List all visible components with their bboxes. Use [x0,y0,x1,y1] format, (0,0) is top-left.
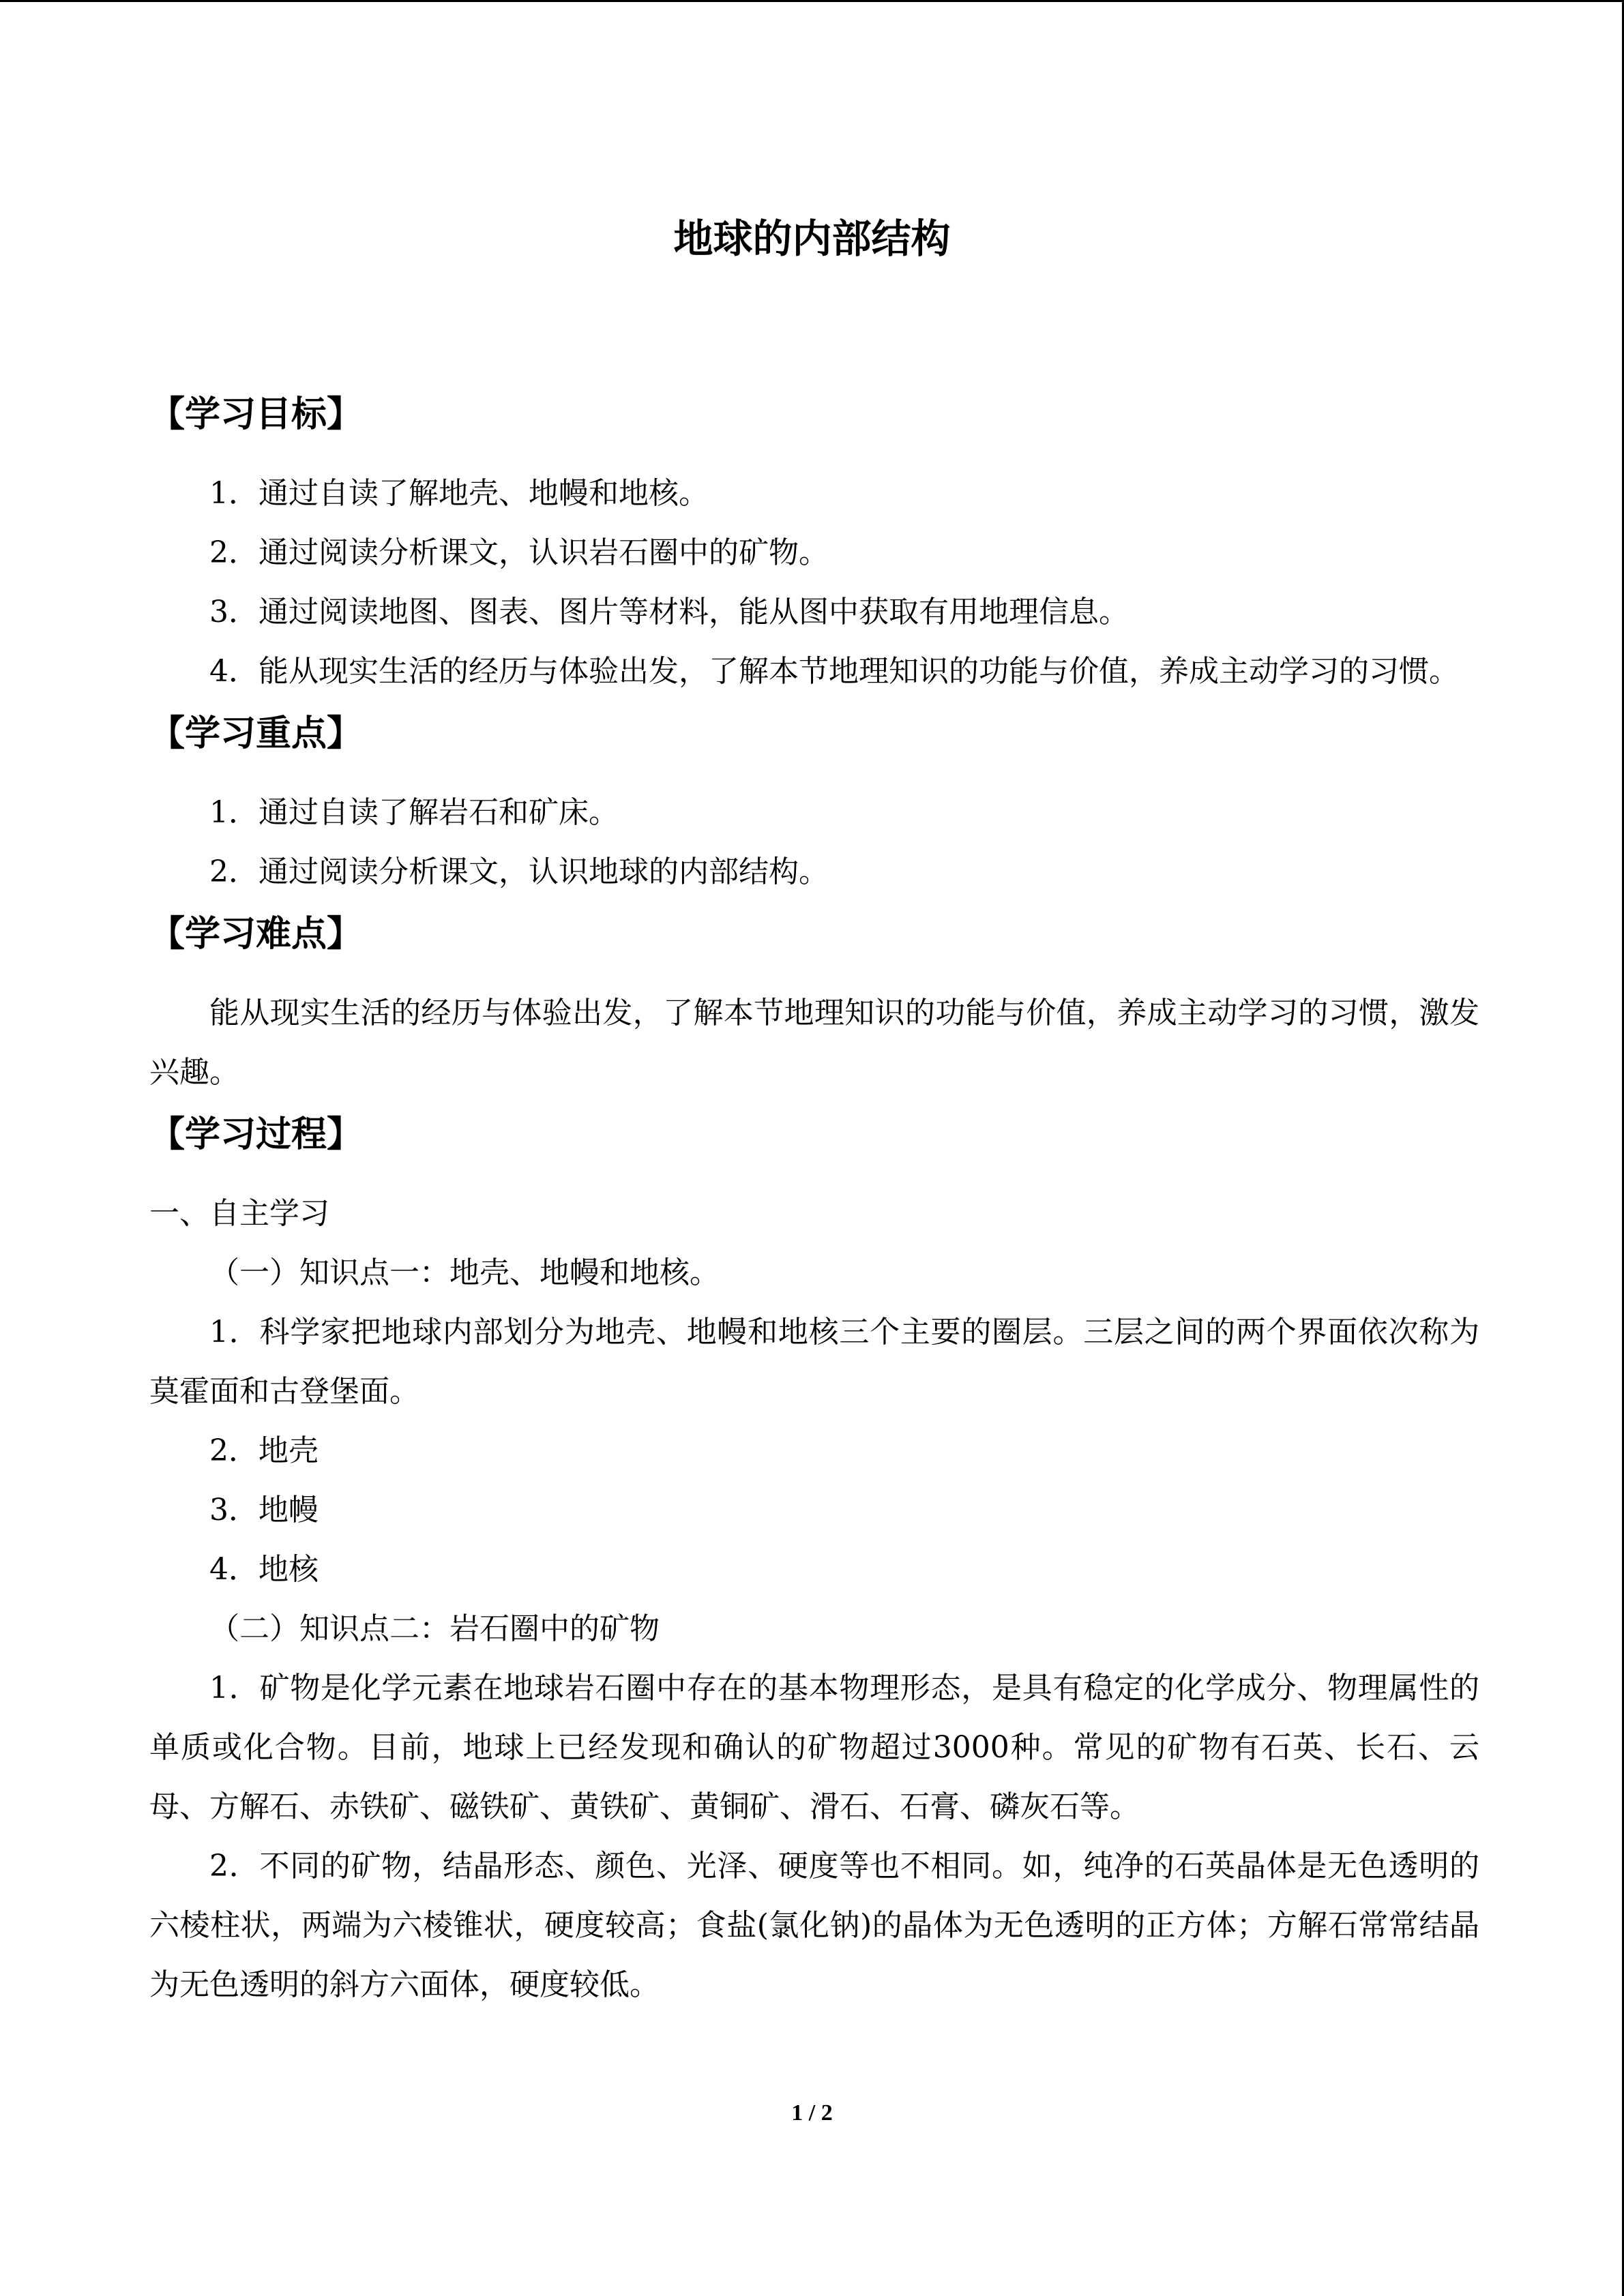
knowledge-point-1-item: 1．科学家把地球内部划分为地壳、地幔和地核三个主要的圈层。三层之间的两个界面依次称为莫霍面和古登堡面。 [149,1315,1479,1409]
difficulty-text: 能从现实生活的经历与体验出发，了解本节地理知识的功能与价值，养成主动学习的习惯，激发兴趣。 [149,996,1479,1090]
spacer [149,967,1479,983]
objective-item: 1．通过自读了解地壳、地幔和地核。 [209,476,709,511]
section-heading-key-points: 【学习重点】 [149,713,363,754]
section-heading-difficulties: 【学习难点】 [149,914,363,955]
section-heading-objectives: 【学习目标】 [149,394,363,435]
objective-item: 3．通过阅读地图、图表、图片等材料，能从图中获取有用地理信息。 [209,595,1129,629]
document-title: 地球的内部结构 [673,215,951,262]
knowledge-point-2-item: 2．不同的矿物，结晶形态、颜色、光泽、硬度等也不相同。如，纯净的石英晶体是无色透明的六棱柱状，两端为六棱锥状，硬度较高；食盐(氯化钠)的晶体为无色透明的正方体；方解石常常结晶为无色透明的斜方六面体，硬度较低。 [149,1849,1479,2002]
spacer [149,447,1479,464]
spacer [149,766,1479,783]
page-number: 1 / 2 [791,2100,833,2126]
objective-item: 2．通过阅读分析课文，认识岩石圈中的矿物。 [209,535,829,570]
key-point-item: 2．通过阅读分析课文，认识地球的内部结构。 [209,854,829,889]
objective-item: 4．能从现实生活的经历与体验出发，了解本节地理知识的功能与价值，养成主动学习的习惯。 [209,654,1459,689]
document-body [149,382,1479,2014]
knowledge-point-1-item: 2．地壳 [209,1433,319,1468]
knowledge-point-1-item: 4．地核 [209,1552,319,1587]
part-one-title: 一、自主学习 [149,1196,329,1231]
section-heading-process: 【学习过程】 [149,1114,363,1155]
knowledge-point-1-item: 3．地幔 [209,1493,319,1527]
knowledge-point-2-item: 1．矿物是化学元素在地球岩石圈中存在的基本物理形态，是具有稳定的化学成分、物理属性的单质或化合物。目前，地球上已经发现和确认的矿物超过3000种。常见的矿物有石英、长石、云母、方解石、赤铁矿、磁铁矿、黄铁矿、黄铜矿、滑石、石膏、磷灰石等。 [149,1671,1479,1824]
knowledge-point-2-title: （二）知识点二：岩石圈中的矿物 [209,1611,660,1646]
spacer [149,1167,1479,1184]
knowledge-point-1-title: （一）知识点一：地壳、地幔和地核。 [209,1255,720,1290]
key-point-item: 1．通过自读了解岩石和矿床。 [209,795,619,830]
